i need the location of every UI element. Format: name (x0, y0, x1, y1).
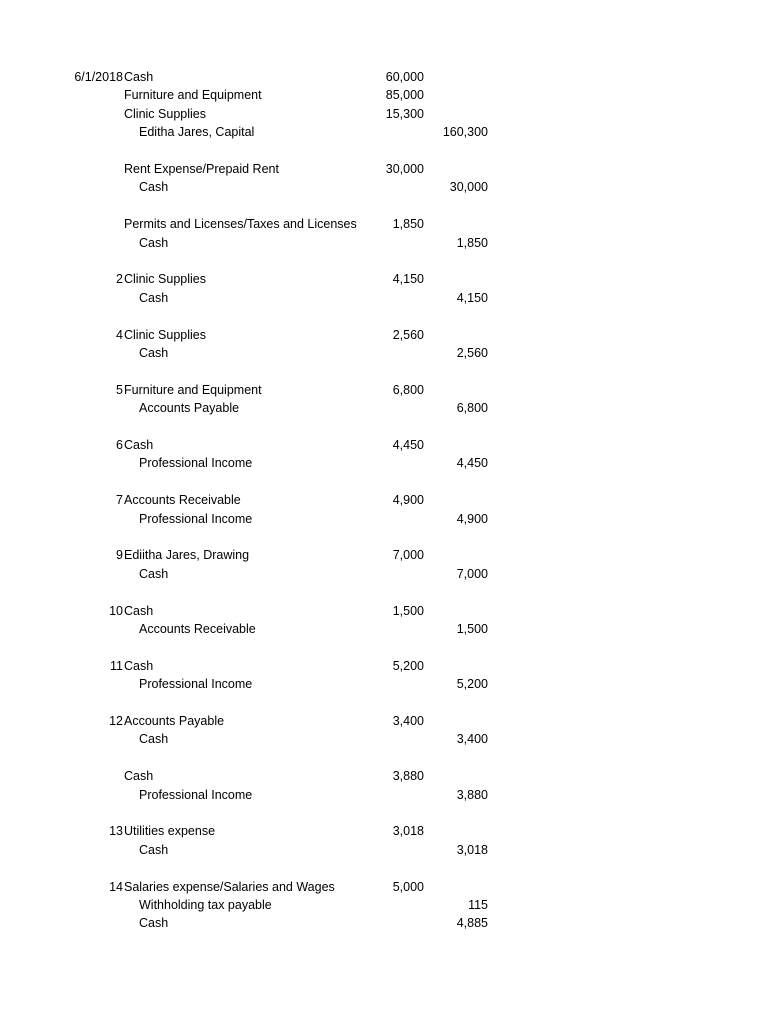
entry-date: 13 (109, 824, 123, 839)
credit-account-name: Cash (139, 916, 169, 931)
credit-account-name: Accounts Payable (139, 401, 240, 416)
credit-account-name: Cash (139, 566, 169, 581)
entry-date: 14 (109, 879, 123, 894)
journal-line (0, 105, 768, 123)
debit-amount: 6,800 (392, 382, 424, 397)
debit-account-name: Utilities expense (124, 824, 216, 839)
debit-amount: 5,200 (392, 658, 424, 673)
credit-amount: 4,150 (456, 290, 488, 305)
entry-date: 5 (116, 382, 123, 397)
credit-amount: 1,500 (456, 622, 488, 636)
entry-date: 2 (116, 272, 123, 287)
debit-account-name: Accounts Payable (124, 714, 225, 728)
debit-account-name: Rent Expense/Prepaid Rent (124, 162, 279, 176)
journal-line (0, 270, 768, 288)
credit-account-name: Professional Income (139, 787, 253, 802)
credit-account-name: Accounts Receivable (139, 622, 256, 636)
journal-line (0, 767, 768, 785)
credit-amount: 5,200 (456, 677, 488, 692)
journal-line (0, 657, 768, 675)
journal-line (0, 712, 768, 730)
debit-amount: 3,400 (392, 714, 424, 728)
journal-line (0, 565, 768, 583)
journal-line (0, 326, 768, 344)
journal-line (0, 344, 768, 362)
credit-account-name: Editha Jares, Capital (139, 125, 255, 140)
credit-amount: 4,900 (456, 511, 488, 526)
debit-account-name: Clinic Supplies (124, 272, 206, 287)
debit-amount: 30,000 (385, 162, 424, 176)
journal-line (0, 730, 768, 748)
debit-amount: 4,900 (392, 493, 424, 508)
journal-line (0, 546, 768, 564)
credit-account-name: Cash (139, 732, 169, 747)
debit-account-name: Cash (124, 658, 154, 673)
journal-line (0, 436, 768, 454)
journal-line (0, 215, 768, 233)
debit-amount: 1,500 (392, 603, 424, 618)
credit-account-name: Cash (139, 346, 169, 360)
journal-line (0, 896, 768, 914)
journal-line (0, 822, 768, 840)
journal-line (0, 234, 768, 252)
journal-line (0, 786, 768, 804)
debit-account-name: Clinic Supplies (124, 106, 206, 121)
credit-amount: 4,450 (456, 456, 488, 471)
debit-account-name: Cash (124, 70, 154, 84)
debit-amount: 2,560 (392, 327, 424, 342)
journal-line (0, 178, 768, 196)
debit-account-name: Cash (124, 603, 154, 618)
journal-line (0, 914, 768, 932)
credit-account-name: Withholding tax payable (139, 898, 272, 912)
entry-date: 12 (109, 714, 123, 728)
entry-date: 11 (110, 658, 123, 673)
journal-line (0, 510, 768, 528)
journal-line (0, 86, 768, 104)
debit-account-name: Clinic Supplies (124, 327, 206, 342)
journal-line (0, 381, 768, 399)
debit-amount: 4,450 (392, 438, 424, 452)
debit-account-name: Cash (124, 438, 154, 452)
credit-account-name: Professional Income (139, 511, 253, 526)
entry-date: 9 (116, 548, 123, 563)
journal-line (0, 160, 768, 178)
journal-line (0, 491, 768, 509)
journal-line (0, 399, 768, 417)
credit-amount: 1,850 (456, 235, 488, 250)
debit-account-name: Accounts Receivable (124, 493, 241, 508)
debit-amount: 1,850 (392, 217, 424, 232)
debit-account-name: Salaries expense/Salaries and Wages (124, 879, 335, 894)
credit-account-name: Professional Income (139, 456, 253, 471)
journal-line (0, 123, 768, 141)
debit-amount: 3,880 (392, 769, 424, 784)
entry-date: 6 (116, 438, 123, 452)
debit-amount: 4,150 (392, 272, 424, 287)
debit-account-name: Permits and Licenses/Taxes and Licenses (124, 217, 357, 232)
debit-account-name: Furniture and Equipment (124, 88, 262, 103)
credit-amount: 3,018 (456, 842, 488, 857)
credit-amount: 2,560 (456, 346, 488, 360)
journal-line (0, 620, 768, 638)
debit-account-name: Ediitha Jares, Drawing (124, 548, 250, 563)
credit-amount: 6,800 (456, 401, 488, 416)
debit-amount: 3,018 (392, 824, 424, 839)
entry-date: 4 (116, 327, 123, 342)
debit-account-name: Furniture and Equipment (124, 382, 262, 397)
debit-amount: 85,000 (385, 88, 424, 103)
credit-account-name: Cash (139, 842, 169, 857)
credit-account-name: Cash (139, 290, 169, 305)
credit-account-name: Cash (139, 235, 169, 250)
debit-account-name: Cash (124, 769, 154, 784)
credit-amount: 115 (468, 898, 488, 912)
credit-amount: 3,880 (456, 787, 488, 802)
entry-date: 6/1/2018 (74, 70, 123, 84)
debit-amount: 5,000 (392, 879, 424, 894)
debit-amount: 60,000 (385, 70, 424, 84)
journal-line (0, 454, 768, 472)
debit-amount: 15,300 (385, 106, 424, 121)
credit-account-name: Cash (139, 180, 169, 195)
journal-line (0, 841, 768, 859)
credit-amount: 7,000 (456, 566, 488, 581)
credit-amount: 30,000 (449, 180, 488, 195)
credit-amount: 4,885 (456, 916, 488, 931)
credit-amount: 3,400 (456, 732, 488, 747)
journal-line (0, 675, 768, 693)
credit-amount: 160,300 (442, 125, 488, 140)
credit-account-name: Professional Income (139, 677, 253, 692)
journal-line (0, 68, 768, 86)
debit-amount: 7,000 (392, 548, 424, 563)
journal-line (0, 289, 768, 307)
journal-line (0, 602, 768, 620)
journal-line (0, 878, 768, 896)
entry-date: 10 (109, 603, 123, 618)
entry-date: 7 (116, 493, 123, 508)
